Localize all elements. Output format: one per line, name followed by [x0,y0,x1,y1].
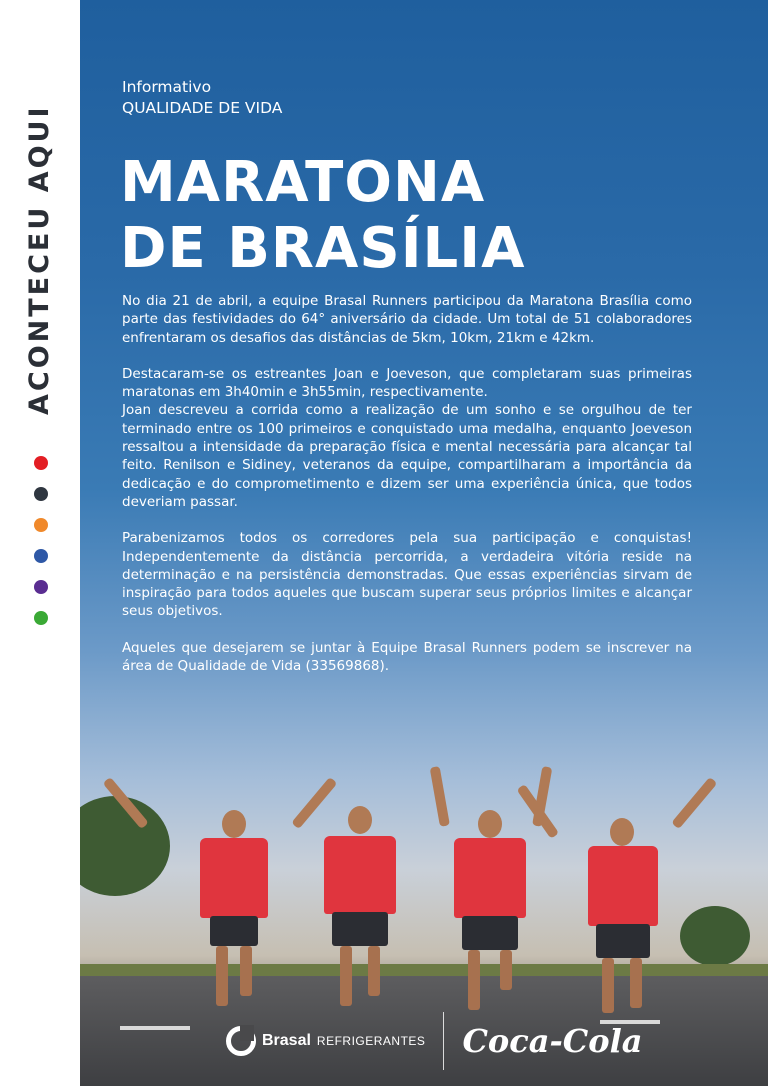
decorative-dot [34,487,48,501]
decorative-dot [34,518,48,532]
runner-head [222,810,246,838]
decorative-dot [34,456,48,470]
runner-leg [240,946,252,996]
runner-shorts [462,916,518,950]
paragraph-join: Aqueles que desejarem se juntar à Equipe Brasal Runners podem se inscrever na área de Qualidade de Vida (33569868). [122,639,692,675]
runner-head [478,810,502,838]
footer-logos [226,1016,642,1066]
runner-head [348,806,372,834]
section-label: QUALIDADE DE VIDA [122,99,283,117]
brasal-logo-icon [226,1026,256,1056]
main-panel [80,0,768,1086]
runner-leg [500,950,512,990]
paragraph-testimonials: Joan descreveu a corrida como a realização de um sonho e se orgulhou de ter terminado entre os 100 primeiros e conquistado uma medalha, enquanto Joeveson ressaltou a intensidade da preparação física e mental necessária para alcançar tal feito. Renilson e Sidiney, veteranos da equipe, compartilharam a importância da dedicação e do comprometimento e dizem ser uma experiência única, que todos deveriam passar. [122,402,692,510]
sidebar [0,0,80,1086]
runner-shirt [454,838,526,918]
runner-leg [216,946,228,1006]
runner-arm [291,777,337,829]
lane-mark [120,1026,190,1030]
runner-shirt [588,846,658,926]
brasal-logo-sub: REFRIGERANTES [316,1034,426,1048]
article-body [122,292,692,693]
decorative-dot [34,580,48,594]
coca-cola-logo: Coca-Cola [462,1022,643,1060]
logo-divider [443,1012,444,1070]
tree-right [680,906,750,966]
runner-leg [468,950,480,1010]
runner-leg [630,958,642,1008]
paragraph-intro: No dia 21 de abril, a equipe Brasal Runners participou da Maratona Brasília como parte das festividades do 64° aniversário da cidade. Um total de 51 colaboradores enfrentaram os desafios das distâncias de 5km, 10km, 21km e 42km. [122,293,692,346]
runners-photo [80,726,768,1086]
brasal-logo [226,1026,425,1056]
title-line-1: MARATONA [120,150,486,215]
runner-arm [671,777,717,829]
decorative-dot [34,611,48,625]
paragraph-congrats: Parabenizamos todos os corredores pela sua participação e conquistas! Independentemente da distância percorrida, a verdadeira vitória reside na determinação e na persistência demonstradas. Que essas experiências sirvam de inspiração para todos aqueles que buscam superar seus próprios limites e alcançar seus objetivos. [122,530,692,620]
category-label: Informativo [122,78,212,96]
page-title [120,150,525,282]
runner-leg [340,946,352,1006]
runner-head [610,818,634,846]
sidebar-label: ACONTECEU AQUI [24,104,55,415]
runner-shorts [332,912,388,946]
paragraph-debut: Destacaram-se os estreantes Joan e Joeveson, que completaram suas primeiras maratonas em 3h40min e 3h55min, respectivamente. [122,365,692,401]
runner-leg [368,946,380,996]
runner-shirt [200,838,268,918]
runner-leg [602,958,614,1013]
brasal-logo-name: Brasal [262,1032,311,1049]
title-line-2: DE BRASÍLIA [120,216,526,281]
runner-arm [430,766,450,827]
runner-shorts [210,916,258,946]
decorative-dot [34,549,48,563]
runner-shirt [324,836,396,914]
runner-shorts [596,924,650,958]
